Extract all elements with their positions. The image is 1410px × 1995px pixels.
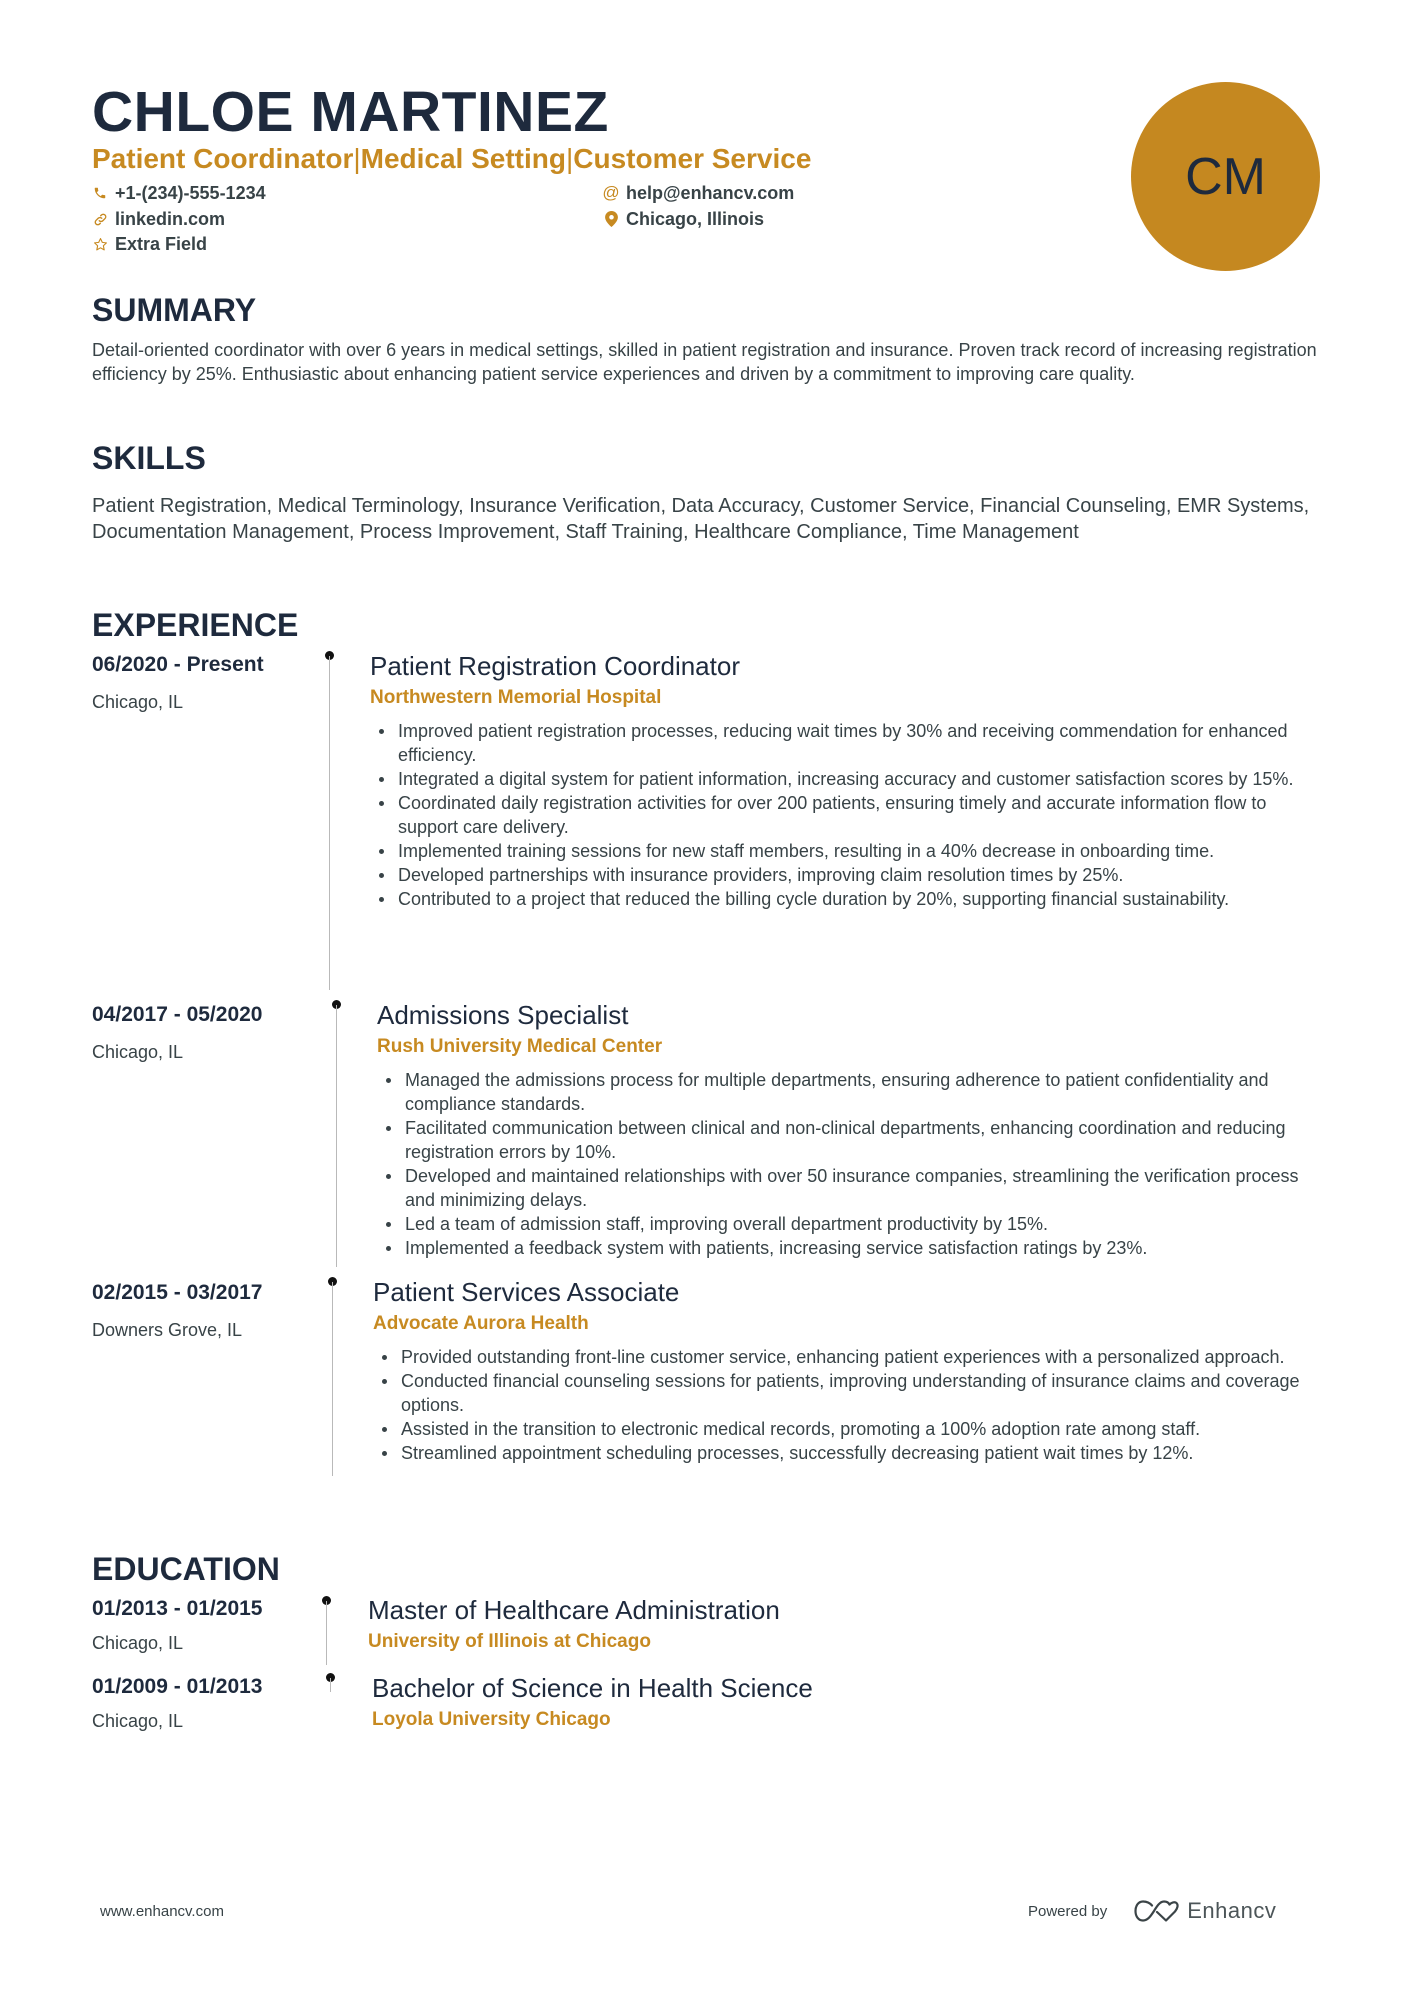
- contact-location: [603, 208, 764, 230]
- job-title: Admissions Specialist: [377, 1000, 629, 1030]
- job-title: Patient Registration Coordinator: [370, 651, 740, 681]
- list-item: Implemented training sessions for new staff members, resulting in a 40% decrease in onboarding time.: [371, 839, 1321, 863]
- section-title-education: EDUCATION: [92, 1551, 280, 1587]
- timeline-line: [326, 1601, 327, 1665]
- powered-by[interactable]: [1028, 1898, 1276, 1924]
- headline-part: Customer Service: [573, 143, 812, 174]
- powered-by-label: Powered by: [1028, 1902, 1108, 1920]
- list-item: Developed partnerships with insurance providers, improving claim resolution times by 25%.: [371, 863, 1321, 887]
- entry-location: Chicago, IL: [92, 1711, 184, 1731]
- star-icon: [92, 236, 108, 252]
- headline-part: Patient Coordinator: [92, 143, 354, 174]
- phone-icon: [92, 185, 108, 201]
- list-item: Integrated a digital system for patient information, increasing accuracy and customer satisfaction scores by 15%.: [371, 767, 1321, 791]
- list-item: Conducted financial counseling sessions for patients, improving understanding of insurance claims and coverage options.: [374, 1369, 1334, 1417]
- list-item: Improved patient registration processes, reducing wait times by 30% and receiving commendation for enhanced efficiency.: [371, 719, 1321, 767]
- achievement-list: [374, 1345, 1334, 1465]
- timeline-line: [330, 1678, 331, 1692]
- headline-part: Medical Setting: [360, 143, 566, 174]
- at-icon: @: [602, 183, 620, 202]
- avatar: [1131, 82, 1320, 271]
- list-item: Coordinated daily registration activities for over 200 patients, ensuring timely and accurate information flow to support care delivery.: [371, 791, 1321, 839]
- skills-text: Patient Registration, Medical Terminology, Insurance Verification, Data Accuracy, Customer Service, Financial Counseling, EMR Systems, Documentation Management, Process Improvement, Staff Training, Healthcare Compliance, Time Management: [92, 495, 1310, 543]
- footer-website-link[interactable]: www.enhancv.com: [100, 1903, 224, 1920]
- section-title-experience: EXPERIENCE: [92, 607, 299, 643]
- school-name: University of Illinois at Chicago: [368, 1631, 651, 1652]
- company-name: Rush University Medical Center: [377, 1036, 663, 1057]
- section-title-skills: SKILLS: [92, 440, 206, 476]
- enhancv-logo-icon: [1133, 1899, 1181, 1923]
- school-name: Loyola University Chicago: [372, 1709, 611, 1730]
- entry-dates: 06/2020 - Present: [92, 653, 264, 676]
- list-item: Assisted in the transition to electronic medical records, promoting a 100% adoption rate among staff.: [374, 1417, 1334, 1441]
- headline-separator: |: [566, 143, 574, 174]
- entry-location: Downers Grove, IL: [92, 1320, 243, 1340]
- achievement-list: [371, 719, 1321, 911]
- candidate-name: CHLOE MARTINEZ: [92, 80, 609, 144]
- list-item: Streamlined appointment scheduling processes, successfully decreasing patient wait times by 12%.: [374, 1441, 1334, 1465]
- entry-dates: 02/2015 - 03/2017: [92, 1281, 263, 1304]
- map-pin-icon: [603, 211, 619, 227]
- list-item: Provided outstanding front-line customer service, enhancing patient experiences with a personalized approach.: [374, 1345, 1334, 1369]
- headline: [92, 142, 811, 176]
- entry-dates: 01/2013 - 01/2015: [92, 1597, 263, 1620]
- entry-location: Chicago, IL: [92, 1633, 184, 1653]
- entry-location: Chicago, IL: [92, 1042, 184, 1062]
- extra-text: Extra Field: [115, 234, 208, 254]
- contact-email[interactable]: [603, 182, 794, 204]
- headline-separator: |: [353, 143, 361, 174]
- link-icon: [92, 211, 108, 227]
- email-text: help@enhancv.com: [626, 183, 795, 203]
- location-text: Chicago, Illinois: [626, 209, 765, 229]
- summary-text: Detail-oriented coordinator with over 6 years in medical settings, skilled in patient registration and insurance. Proven track record of increasing registration efficiency by 25%. Enthusiastic about enhancing patient service experiences and driven by a commitment to improving care quality.: [92, 340, 1317, 384]
- brand-name: Enhancv: [1187, 1898, 1277, 1923]
- list-item: Managed the admissions process for multiple departments, ensuring adherence to patient confidentiality and compliance standards.: [378, 1068, 1323, 1116]
- achievement-list: [378, 1068, 1323, 1260]
- list-item: Developed and maintained relationships with over 50 insurance companies, streamlining the verification process and minimizing delays.: [378, 1164, 1323, 1212]
- timeline-line: [336, 1005, 337, 1267]
- section-title-summary: SUMMARY: [92, 292, 257, 328]
- list-item: Implemented a feedback system with patients, increasing service satisfaction ratings by 23%.: [378, 1236, 1323, 1260]
- list-item: Led a team of admission staff, improving overall department productivity by 15%.: [378, 1212, 1323, 1236]
- linkedin-text: linkedin.com: [115, 209, 226, 229]
- entry-dates: 01/2009 - 01/2013: [92, 1675, 263, 1698]
- job-title: Patient Services Associate: [373, 1277, 680, 1307]
- timeline-line: [332, 1282, 333, 1476]
- list-item: Contributed to a project that reduced the billing cycle duration by 20%, supporting financial sustainability.: [371, 887, 1321, 911]
- timeline-line: [329, 656, 330, 990]
- entry-dates: 04/2017 - 05/2020: [92, 1003, 263, 1026]
- contact-extra: [92, 233, 207, 255]
- contact-linkedin[interactable]: [92, 208, 225, 230]
- entry-location: Chicago, IL: [92, 692, 184, 712]
- degree-title: Master of Healthcare Administration: [368, 1595, 780, 1625]
- company-name: Advocate Aurora Health: [373, 1313, 589, 1334]
- phone-text: +1-(234)-555-1234: [115, 183, 266, 203]
- degree-title: Bachelor of Science in Health Science: [372, 1673, 813, 1703]
- list-item: Facilitated communication between clinical and non-clinical departments, enhancing coordination and reducing registration errors by 10%.: [378, 1116, 1323, 1164]
- contact-phone[interactable]: [92, 182, 266, 204]
- avatar-initials: CM: [1185, 147, 1266, 206]
- company-name: Northwestern Memorial Hospital: [370, 687, 662, 708]
